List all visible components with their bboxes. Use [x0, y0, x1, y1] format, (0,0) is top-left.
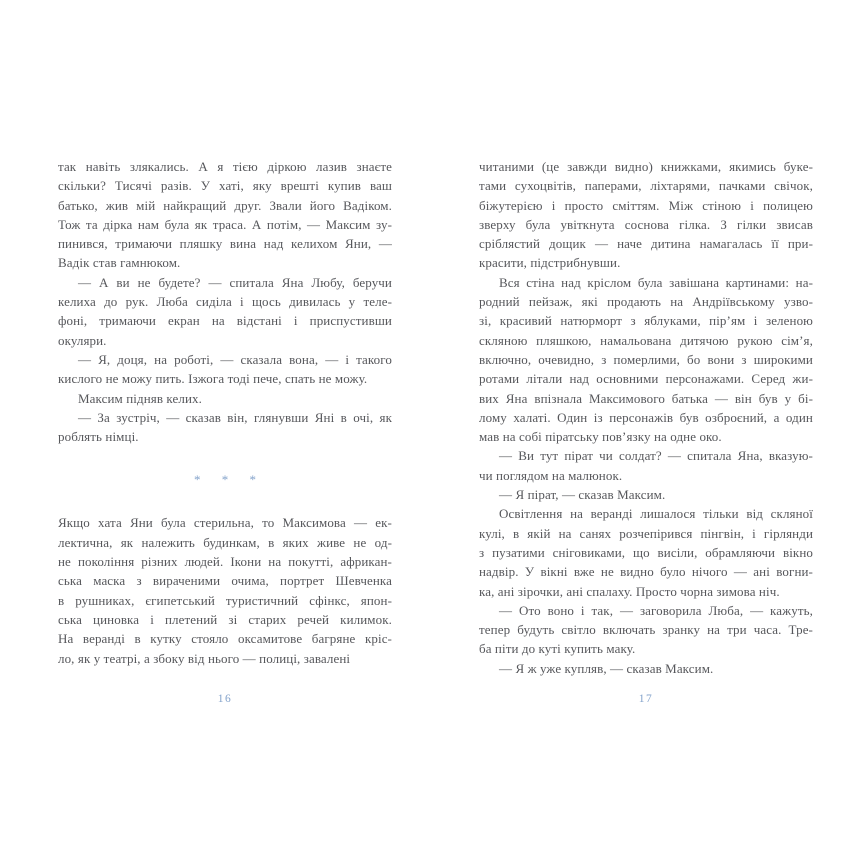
text-line: Максим підняв келих. — [78, 390, 202, 406]
paragraph — [479, 601, 813, 659]
text-line: лому халаті. Один із персонажів був озброєний, а один — [479, 409, 813, 425]
text-line: — Ви тут пірат чи солдат? — спитала Яна, вказую- — [499, 448, 813, 464]
section-separator: * * * — [194, 471, 265, 487]
page-number: 16 — [217, 693, 233, 705]
paragraph — [479, 659, 813, 678]
text-line: надвір. У вікні вже не видно було нічого — ані вогни- — [479, 564, 813, 580]
text-line: — Я ж уже купляв, — сказав Максим. — [499, 660, 714, 676]
text-line: біжутерією і просто сміттям. Між стіною і полицею — [479, 197, 813, 213]
text-line: Тож та дірка нам була як траса. А потім, — Максим зу- — [58, 216, 392, 232]
paragraph — [58, 350, 392, 389]
text-line: тепер будуть світло включать зранку на три часа. Тре- — [479, 622, 813, 638]
text-line: в рушниках, єгипетський туристичний сфінкс, япон- — [58, 592, 392, 608]
paragraph — [58, 408, 392, 447]
book-page-right — [479, 157, 813, 850]
text-line: фоні, тримаючи екран на відстані і приспустивши — [58, 313, 392, 329]
text-line: — За зустріч, — сказав він, глянувши Яні в очі, як — [78, 409, 392, 425]
text-line: красити, підстрибнувши. — [479, 255, 621, 271]
text-line: так навіть злякались. А я тією діркою лазив знаєте — [58, 159, 392, 174]
text-line: — А ви не будете? — спитала Яна Любу, беручи — [78, 274, 392, 290]
text-line: чи поглядом на малюнок. — [479, 467, 623, 483]
text-line: з пузатими сніговиками, що висіли, обрамляючи вікно — [479, 544, 813, 560]
text-line: ська маска з вираченими очима, портрет Шевченка — [58, 573, 392, 589]
text-line: зі, красивий натюрморт з яблуками, пір’ям і зеленою — [479, 313, 813, 329]
text-line: — Я, доця, на роботі, — сказала вона, — і такого — [78, 351, 392, 367]
text-line: родний пейзаж, які продають на Андріївському узво- — [479, 294, 813, 310]
text-line: Якщо хата Яни була стерильна, то Максимова — ек- — [58, 515, 392, 531]
text-line: тами сухоцвітів, паперами, ліхтарями, пачками свічок, — [479, 178, 813, 194]
paragraph — [479, 157, 813, 273]
text-line: Вся стіна над кріслом була завішана картинами: на- — [499, 274, 813, 290]
text-line: — Я пірат, — сказав Максим. — [499, 487, 666, 503]
text-line: батько, жив мій найкращий друг. Звали його Вадіком. — [58, 197, 392, 213]
text-line: вих Яна впізнала Максимового батька — він був у бі- — [479, 390, 813, 406]
text-line: кулі, в якій на санях розчепірився пінгвін, і гірлянди — [479, 525, 813, 541]
text-line: лектична, як належить будинкам, в яких живе не од- — [58, 534, 392, 550]
book-page-left — [58, 157, 392, 850]
paragraph — [479, 485, 813, 504]
text-line: сріблястий дощик — наче дитина намагалась її при- — [479, 236, 813, 252]
page-content — [58, 157, 392, 668]
text-line: ба піти до куті купить маку. — [479, 641, 636, 657]
text-line: роблять німці. — [58, 429, 139, 445]
text-line: На веранді в кутку стояло оксамитове багряне кріс- — [58, 631, 392, 647]
text-line: ська циновка і плетений зі старих речей килимок. — [58, 611, 392, 627]
text-line: Освітлення на веранді лишалося тільки від скляної — [499, 506, 813, 522]
text-line: пинився, тримаючи пляшку вина над келихом Яни, — — [58, 236, 392, 252]
text-line: не покоління різних людей. Ікони на покутті, африкан- — [58, 554, 392, 570]
paragraph — [58, 389, 392, 408]
paragraph — [479, 446, 813, 485]
text-line: скляною пляшкою, намальована дитячою рукою сім’я, — [479, 332, 813, 348]
text-line: включно, очевидно, з померлими, бо вони з широкими — [479, 351, 813, 367]
paragraph — [58, 513, 392, 667]
text-line: зверху була увіткнута соснова гілка. З гілки звисав — [479, 216, 813, 232]
text-line: — Ото воно і так, — заговорила Люба, — кажуть, — [499, 602, 813, 618]
text-line: окуляри. — [58, 332, 107, 348]
text-line: ка, ані зірочки, ані спалаху. Просто чорна зимова ніч. — [479, 583, 780, 599]
text-line: кислого не можу пить. Ізжога тоді пече, спать не можу. — [58, 371, 368, 387]
page-number: 17 — [638, 693, 654, 705]
page-content — [479, 157, 813, 678]
paragraph — [479, 504, 813, 600]
text-line: ло, як у театрі, а збоку від нього — полиці, завалені — [58, 650, 351, 666]
text-line: Вадік став гамнюком. — [58, 255, 181, 271]
text-line: скільки? Тисячі разів. У хаті, яку врешті купив ваш — [58, 178, 392, 194]
text-line: читаними (це завжди видно) книжками, якимись буке- — [479, 159, 813, 174]
paragraph — [479, 273, 813, 447]
paragraph — [58, 157, 392, 273]
paragraph — [58, 273, 392, 350]
text-line: келиха до рук. Люба сиділа і щось дивилась у теле- — [58, 294, 392, 310]
text-line: мав на собі піратську пов’язку на одне око. — [479, 429, 722, 445]
text-line: ротами літали над основними персонажами. Серед жи- — [479, 371, 813, 387]
